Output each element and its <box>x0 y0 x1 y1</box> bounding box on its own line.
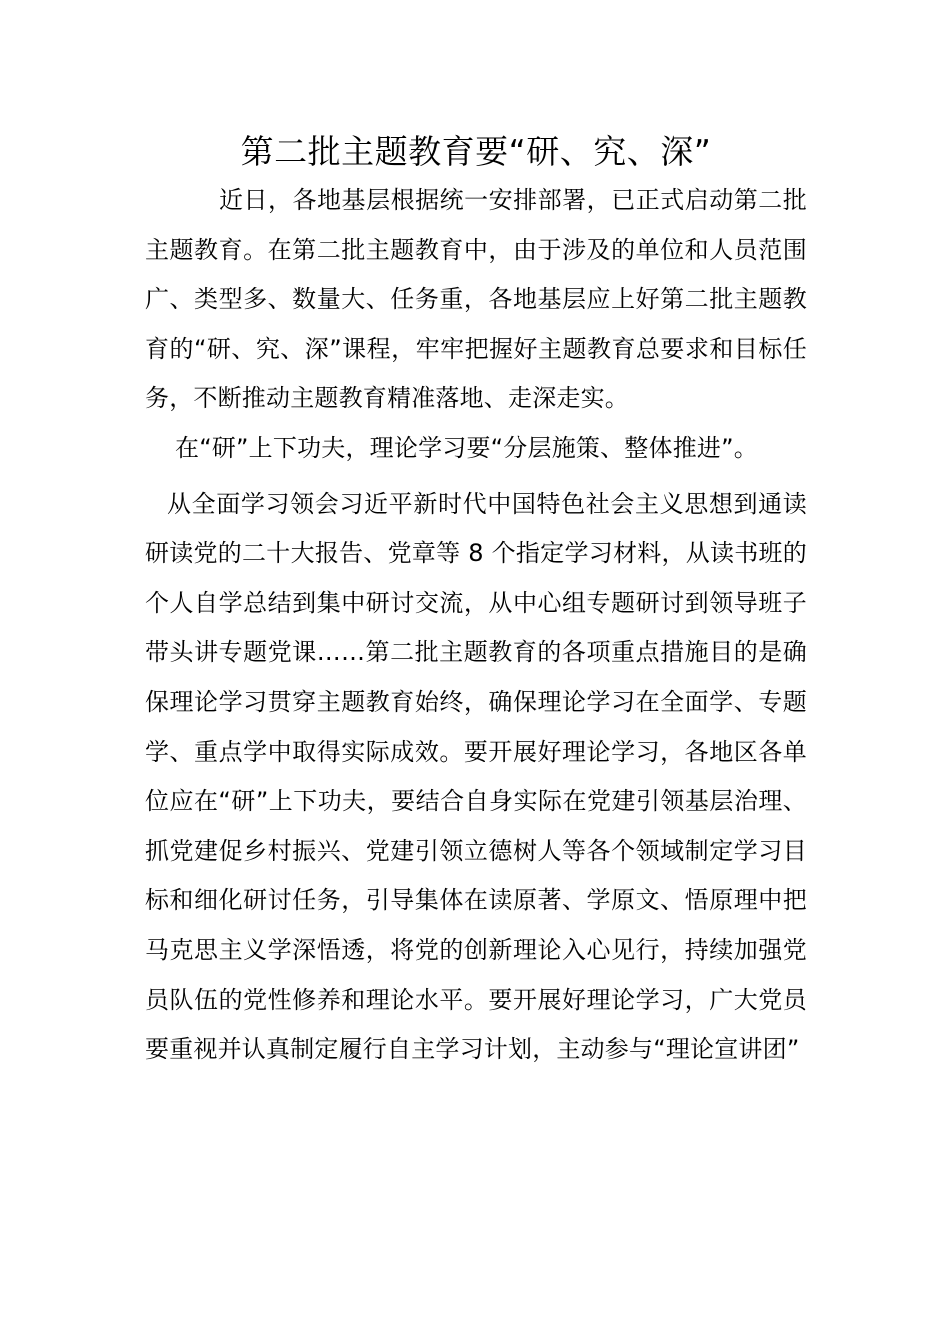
paragraph-body: 从全面学习领会习近平新时代中国特色社会主义思想到通读研读党的二十大报告、党章等 8 个指定学习材料，从读书班的个人自学总结到集中研讨交流，从中心组专题研讨到领导班子带头讲专题党课……第二批主题教育的各项重点措施目的是确保理论学习贯穿主题教育始终，确保理论学习在全面学、专题学、重点学中取得实际成效。要开展好理论学习，各地区各单位应在“研”上下功夫，要结合自身实际在党建引领基层治理、抓党建促乡村振兴、党建引领立德树人等各个领域制定学习目标和细化研讨任务，引导集体在读原著、学原文、悟原理中把马克思主义学深悟透，将党的创新理论入心见行，持续加强党员队伍的党性修养和理论水平。要开展好理论学习，广大党员要重视并认真制定履行自主学习计划，主动参与“理论宣讲团” <box>145 489 807 1064</box>
document-page <box>145 128 807 1075</box>
paragraph-intro: 近日，各地基层根据统一安排部署，已正式启动第二批主题教育。在第二批主题教育中，由于涉及的单位和人员范围广、类型多、数量大、任务重，各地基层应上好第二批主题教育的“研、究、深”课程，牢牢把握好主题教育总要求和目标任务，不断推动主题教育精准落地、走深走实。 <box>145 186 807 413</box>
paragraph-section-heading: 在“研”上下功夫，理论学习要“分层施策、整体推进”。 <box>175 433 758 462</box>
document-title: 第二批主题教育要“研、究、深” <box>240 132 712 171</box>
